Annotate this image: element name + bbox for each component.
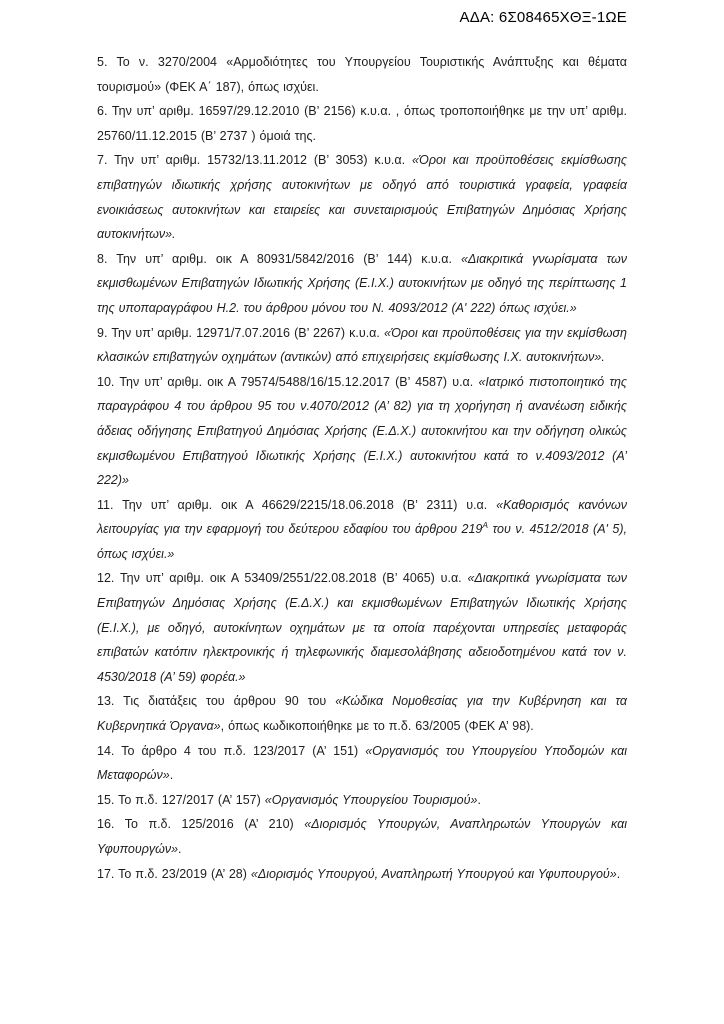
text-segment: 9. Την υπ’ αριθμ. 12971/7.07.2016 (Β’ 2267) κ.υ.α. [97,325,384,340]
citation-item-14 [97,739,627,788]
citation-item-5 [97,50,627,99]
text-segment: «Όροι και προϋποθέσεις εκμίσθωσης επιβατηγών ιδιωτικής χρήσης αυτοκινήτων με οδηγό από τουριστικά γραφεία, γραφεία ενοικιάσεως αυτοκινήτων και εταιρείες και συνεταιρισμούς Επιβατηγών Δημόσιας Χρήσης αυτοκινήτων». [97,153,627,242]
text-segment: 10. Την υπ’ αριθμ. οικ Α 79574/5488/16/15.12.2017 (Β’ 4587) υ.α. [97,374,479,389]
text-segment: «Κώδικα Νομοθεσίας για την Κυβέρνηση και τα Κυβερνητικά Όργανα» [97,694,628,734]
citation-item-9 [97,321,627,370]
citation-item-13 [97,689,627,738]
citation-item-12 [97,566,627,689]
text-segment: «Όροι και προϋποθέσεις για την εκμίσθωση κλασικών επιβατηγών οχημάτων (αντικών) από επιχειρήσεις εκμίσθωσης Ι.Χ. αυτοκινήτων». [97,325,627,365]
text-segment: Α [482,520,489,531]
text-segment: «Οργανισμός του Υπουργείου Υποδομών και Μεταφορών» [97,743,627,783]
text-segment: 17. Το π.δ. 23/2019 (Α’ 28) [97,866,251,881]
citation-item-10 [97,370,627,493]
text-segment: 16. Το π.δ. 125/2016 (Α’ 210) [97,817,305,832]
text-segment: . [178,842,182,856]
text-segment: «Οργανισμός Υπουργείου Τουρισμού» [264,792,478,807]
text-segment: 15. Το π.δ. 127/2017 (Α’ 157) [97,792,265,807]
document-body [97,50,627,886]
citation-item-15 [97,788,627,813]
text-segment: «Διακριτικά γνωρίσματα των Επιβατηγών Δημόσιας Χρήσης (Ε.Δ.Χ.) και εκμισθωμένων Επιβατηγών Ιδιωτικής Χρήσης (Ε.Ι.Χ.), με οδηγό, αυτοκίνητων οχημάτων με τα οποία παρέχονται υπηρεσίες μεταφοράς επιβατών κατόπιν ηλεκτρονικής ή τηλεφωνικής διαμεσολάβησης αδειοδοτημένου κατά τον ν. 4530/2018 (Α’ 59) φορέα.» [97,571,627,684]
citation-item-16 [97,812,627,861]
text-segment: 14. Το άρθρο 4 του π.δ. 123/2017 (Α’ 151) [97,743,366,758]
text-segment: 8. Την υπ’ αριθμ. οικ Α 80931/5842/2016 (Β’ 144) κ.υ.α. [97,251,461,266]
text-segment: του ν. 4512/2018 (Α' 5), όπως ισχύει.» [97,522,627,561]
text-segment: «Διορισμός Υπουργών, Αναπληρωτών Υπουργών και Υφυπουργών» [97,817,627,856]
citation-item-11 [97,493,627,567]
text-segment: . [477,792,481,807]
ada-code: ΑΔΑ: 6Σ08465ΧΘΞ-1ΩΕ [459,9,627,26]
text-segment: 13. Τις διατάξεις του άρθρου 90 του [97,694,336,709]
text-segment: 12. Την υπ’ αριθμ. οικ Α 53409/2551/22.08.2018 (Β’ 4065) υ.α. [97,571,468,586]
citation-item-8 [97,247,627,321]
text-segment: 7. Την υπ’ αριθμ. 15732/13.11.2012 (Β’ 3053) κ.υ.α. [97,153,412,168]
text-segment: «Διακριτικά γνωρίσματα των εκμισθωμένων Επιβατηγών Ιδιωτικής Χρήσης (Ε.Ι.Χ.) αυτοκινήτων με οδηγό της περίπτωσης 1 της υποπαραγράφου Η.2. του άρθρου μόνου του Ν. 4093/2012 (Α' 222) όπως ισχύει.» [97,251,627,315]
text-segment: , όπως κωδικοποιήθηκε με το π.δ. 63/2005 (ΦΕΚ Α’ 98). [220,719,534,734]
text-segment: 5. Το ν. 3270/2004 «Αρμοδιότητες του Υπουργείου Τουριστικής Ανάπτυξης και θέματα τουρισμού» (ΦΕΚ Α΄ 187), όπως ισχύει. [97,55,627,94]
citation-item-6 [97,99,627,148]
text-segment: . [169,768,174,783]
text-segment: . [616,866,621,881]
citation-item-17 [97,862,627,887]
text-segment: 11. Την υπ’ αριθμ. οικ Α 46629/2215/18.06.2018 (Β’ 2311) υ.α. [97,497,497,512]
text-segment: 6. Την υπ’ αριθμ. 16597/29.12.2010 (Β’ 2156) κ.υ.α. , όπως τροποποιήθηκε με την υπ’ αριθμ. 25760/11.12.2015 (Β’ 2737 ) όμοιά της. [97,104,627,143]
text-segment: «Διορισμός Υπουργού, Αναπληρωτή Υπουργού και Υφυπουργού» [250,866,617,881]
text-segment: «Ιατρικό πιστοποιητικό της παραγράφου 4 του άρθρου 95 του ν.4070/2012 (Α’ 82) για τη χορήγηση ή ανανέωση ειδικής άδειας οδήγησης Επιβατηγού Δημόσιας Χρήσης (Ε.Δ.Χ.) αυτοκινήτου και την οδήγηση ολικώς εκμισθωμένου Επιβατηγού Ιδιωτικής Χρήσης (Ε.Ι.Χ.) αυτοκινήτου κατά το ν.4093/2012 (Α’ 222)» [97,374,628,488]
text-segment: «Καθορισμός κανόνων λειτουργίας για την εφαρμογή του δεύτερου εδαφίου του άρθρου 219 [97,497,627,537]
citation-item-7 [97,148,627,246]
